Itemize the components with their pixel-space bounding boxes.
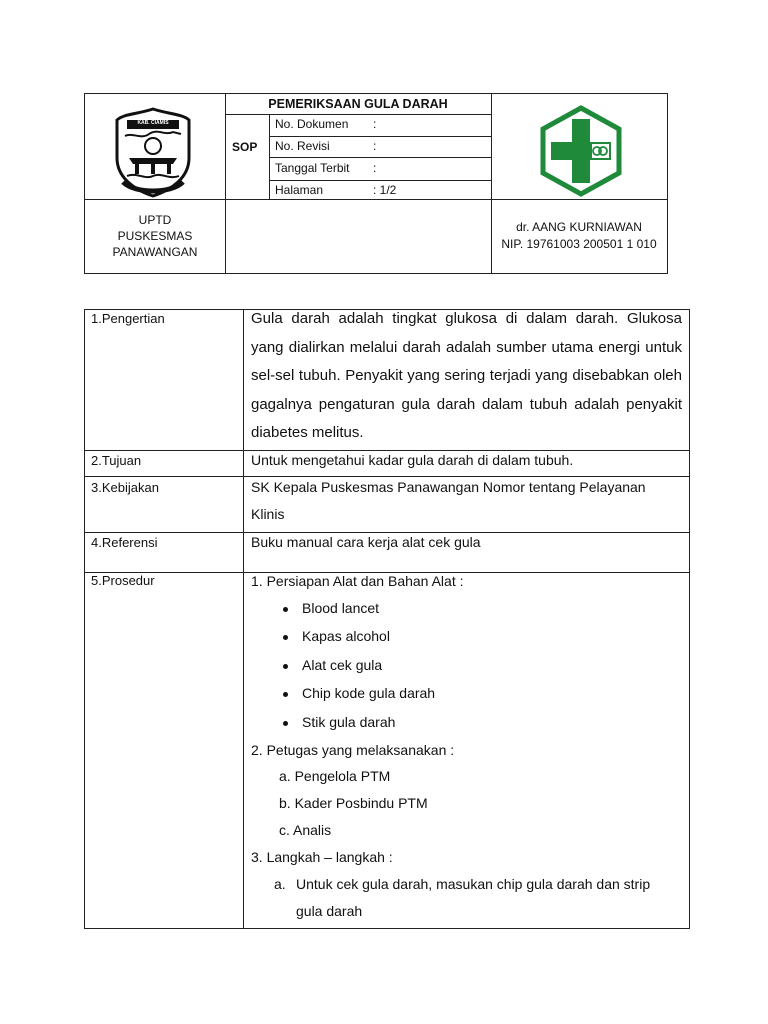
field-value: :	[373, 139, 377, 153]
field-value: :	[373, 117, 377, 131]
official-name: dr. AANG KURNIAWAN	[516, 220, 642, 234]
bullet-icon	[283, 664, 288, 669]
prosedur-step: 1. Persiapan Alat dan Bahan Alat :	[251, 573, 464, 589]
list-item: c. Analis	[279, 822, 332, 838]
sop-label: SOP	[232, 140, 258, 154]
bullet-icon	[283, 635, 288, 640]
prosedur-step: 2. Petugas yang melaksanakan :	[251, 742, 455, 758]
divider	[269, 136, 491, 137]
list-item: gula darah	[296, 903, 363, 919]
list-item: b. Kader Posbindu PTM	[279, 795, 428, 811]
divider	[243, 310, 244, 928]
divider	[85, 532, 689, 533]
field-label: No. Revisi	[275, 139, 330, 153]
puskesmas-logo-icon	[538, 105, 624, 197]
field-label: Tanggal Terbit	[275, 161, 350, 175]
field-label: Halaman	[275, 183, 324, 197]
puskesmas-logo	[538, 105, 624, 197]
divider	[85, 450, 689, 451]
divider	[225, 94, 226, 273]
org-line: PUSKESMAS	[117, 229, 193, 243]
section-label-kebijakan: 3.Kebijakan	[91, 480, 159, 495]
document-title: PEMERIKSAAN GULA DARAH	[268, 97, 448, 111]
emblem-lettering: KAB. CIAMIS	[137, 120, 169, 126]
section-label-prosedur: 5.Prosedur	[91, 573, 155, 588]
divider	[85, 199, 667, 200]
divider	[269, 180, 491, 181]
org-line: PANAWANGAN	[112, 245, 198, 259]
section-label-tujuan: 2.Tujuan	[91, 453, 142, 468]
regency-emblem	[113, 106, 193, 198]
divider	[225, 114, 491, 115]
official-nip: NIP. 19761003 200501 1 010	[501, 237, 657, 251]
kebijakan-text: SK Kepala Puskesmas Panawangan Nomor tentang Pelayanan	[251, 479, 646, 495]
list-item: Stik gula darah	[302, 714, 396, 730]
divider	[85, 476, 689, 477]
list-item: Untuk cek gula darah, masukan chip gula darah dan strip	[296, 876, 651, 892]
list-item: Blood lancet	[302, 600, 380, 616]
list-marker: a.	[274, 876, 286, 892]
referensi-text: Buku manual cara kerja alat cek gula	[251, 534, 481, 550]
field-value: : 1/2	[373, 183, 397, 197]
field-value: :	[373, 161, 377, 175]
field-label: No. Dokumen	[275, 117, 349, 131]
prosedur-step: 3. Langkah – langkah :	[251, 849, 393, 865]
bullet-icon	[283, 721, 288, 726]
section-label-referensi: 4.Referensi	[91, 535, 158, 550]
pengertian-text: Gula darah adalah tingkat glukosa di dalam darah. Glukosa yang dialirkan melalui darah adalah sumber utama energi untuk sel-sel tubuh. Penyakit yang sering terjadi yang disebabkan oleh gagalnya pengaturan gula darah dalam tubuh adalah penyakit diabetes melitus.	[251, 310, 682, 441]
tujuan-text: Untuk mengetahui kadar gula darah di dalam tubuh.	[251, 452, 574, 468]
list-item: Alat cek gula	[302, 657, 383, 673]
section-label-pengertian: 1.Pengertian	[91, 311, 165, 326]
divider	[269, 157, 491, 158]
org-line: UPTD	[138, 213, 172, 227]
kebijakan-text: Klinis	[251, 506, 285, 522]
list-item: Chip kode gula darah	[302, 685, 436, 701]
bullet-icon	[283, 692, 288, 697]
sop-content-table	[84, 309, 690, 929]
sop-header-table	[84, 93, 668, 274]
list-item: Kapas alcohol	[302, 628, 390, 644]
bullet-icon	[283, 607, 288, 612]
list-item: a. Pengelola PTM	[279, 768, 391, 784]
